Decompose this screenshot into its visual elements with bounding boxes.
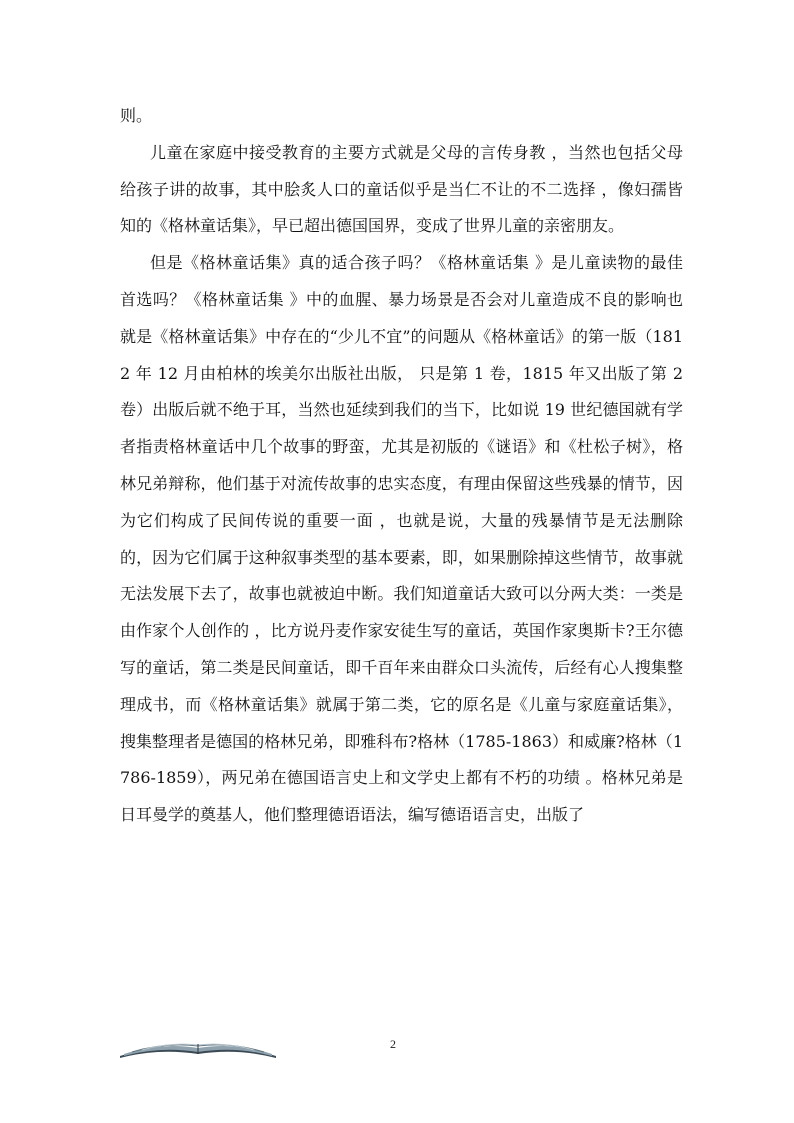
paragraph-family-education: 儿童在家庭中接受教育的主要方式就是父母的言传身教 ，当然也包括父母给孩子讲的故事，其中脍炙人口的童话似乎是当仁不让的不二选择 ，像妇孺皆知的《格林童话集》，早已超出德国国界，变成了世界儿童的亲密朋友。 [120, 142, 683, 236]
open-book-icon [118, 1036, 278, 1060]
paragraph-continuation: 则。 [120, 106, 153, 125]
paragraph-grimm-suitability: 但是《格林童话集》真的适合孩子吗？《格林童话集 》是儿童读物的最佳首选吗？《格林童话集 》中的血腥、暴力场景是否会对儿童造成不良的影响也就是《格林童话集》中存在的“少儿不宜”的问题从《格林童话》的第一版（1812 年 12 月由柏林的埃美尔出版社出版， 只是第 1 卷，1815 年又出版了第 2 卷）出版后就不绝于耳，当然也延续到我们的当下，比如说 19 世纪德国就有学者指责格林童话中几个故事的野蛮，尤其是初版的《谜语》和《杜松子树》，格林兄弟辩称，他们基于对流传故事的忠实态度，有理由保留这些残暴的情节，因为它们构成了民间传说的重要一面 ，也就是说，大量的残暴情节是无法删除的，因为它们属于这种叙事类型的基本要素，即，如果删除掉这些情节，故事就无法发展下去了，故事也就被迫中断。我们知道童话大致可以分两大类：一类是由作家个人创作的 ，比方说丹麦作家安徒生写的童话，英国作家奥斯卡?王尔德写的童话，第二类是民间童话，即千百年来由群众口头流传，后经有心人搜集整理成书，而《格林童话集》就属于第二类，它的原名是《儿童与家庭童话集》，搜集整理者是德国的格林兄弟，即雅科布?格林（1785-1863）和威廉?格林（1786-1859），两兄弟在德国语言史上和文学史上都有不朽的功绩 。格林兄弟是日耳曼学的奠基人，他们整理德语语法，编写德语语言史，出版了 [120, 253, 683, 825]
page-number: 2 [390, 1037, 396, 1051]
document-body [120, 98, 683, 834]
